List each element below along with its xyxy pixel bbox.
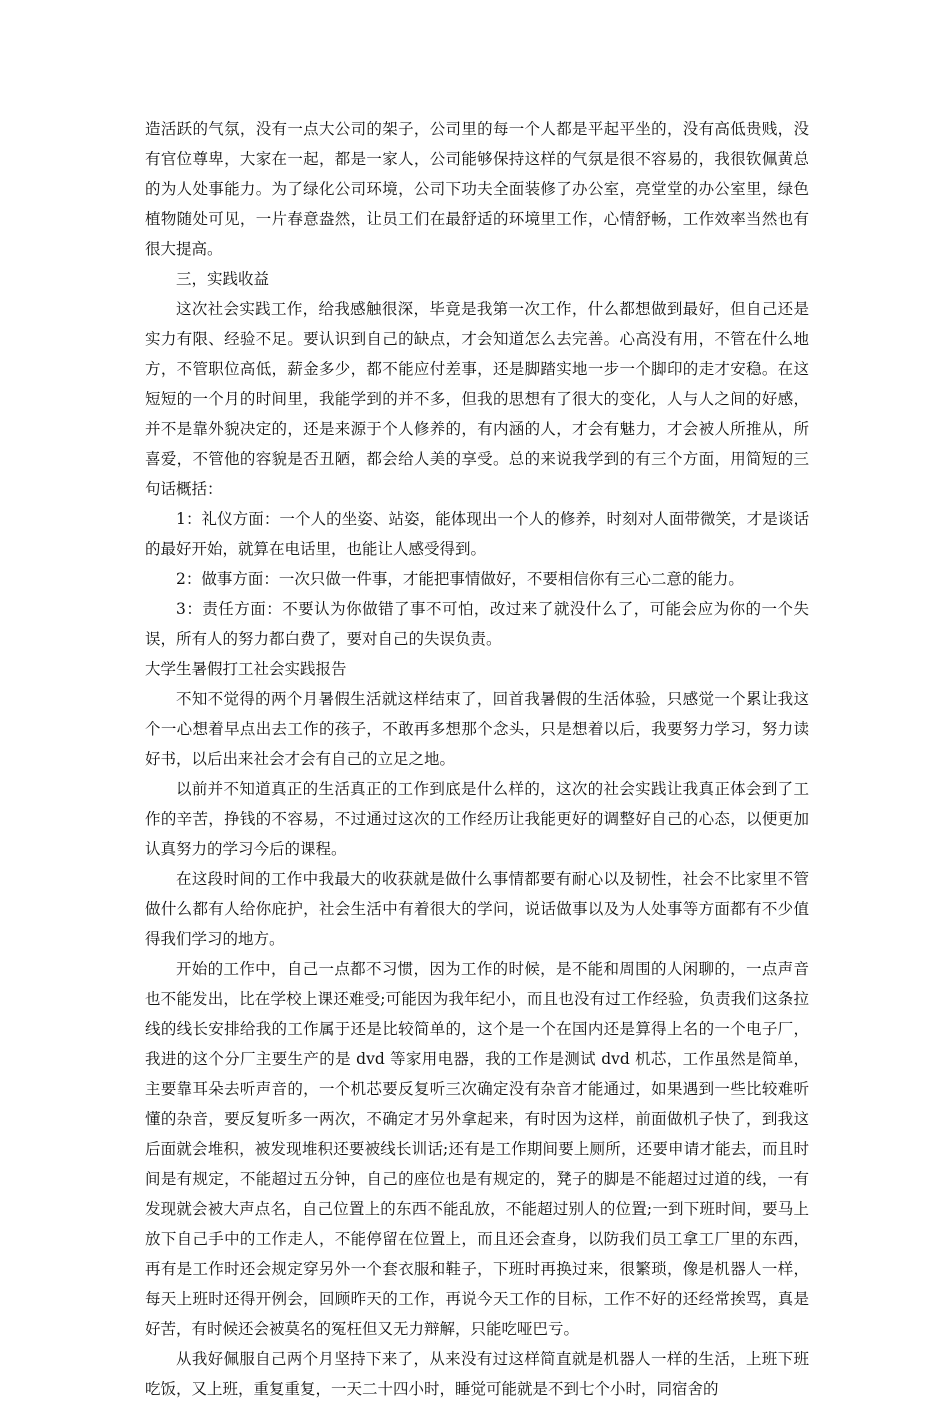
paragraph-real-work: 以前并不知道真正的生活真正的工作到底是什么样的，这次的社会实践让我真正体会到了工作的辛苦，挣钱的不容易，不过通过这次的工作经历让我能更好的调整好自己的心态，以便更加认真努力的学习今后的课程。 (145, 780, 809, 858)
paragraph-summer-summary: 不知不觉得的两个月暑假生活就这样结束了，回首我暑假的生活体验，只感觉一个累让我这个一心想着早点出去工作的孩子，不敢再多想那个念头，只是想着以后，我要努力学习，努力读好书，以后出来社会才会有自己的立足之地。 (145, 690, 809, 768)
paragraph-practice-gains: 这次社会实践工作，给我感触很深，毕竟是我第一次工作，什么都想做到最好，但自己还是实力有限、经验不足。要认识到自己的缺点，才会知道怎么去完善。心高没有用，不管在什么地方，不管职位高低，薪金多少，都不能应付差事，还是脚踏实地一步一个脚印的走才安稳。在这短短的一个月的时间里，我能学到的并不多，但我的思想有了很大的变化，人与人之间的好感，并不是靠外貌决定的，还是来源于个人修养的，有内涵的人，才会有魅力，才会被人所推从，所喜爱，不管他的容貌是否丑陋，都会给人美的享受。总的来说我学到的有三个方面，用简短的三句话概括： (145, 300, 809, 498)
paragraph-working: 2：做事方面：一次只做一件事，才能把事情做好，不要相信你有三心二意的能力。 (176, 570, 744, 588)
paragraph-persistence: 从我好佩服自己两个月坚持下来了，从来没有过这样简直就是机器人一样的生活，上班下班吃饭，又上班，重复重复，一天二十四小时，睡觉可能就是不到七个小时，同宿舍的 (145, 1350, 809, 1398)
paragraph-patience: 在这段时间的工作中我最大的收获就是做什么事情都要有耐心以及韧性，社会不比家里不管做什么都有人给你庇护，社会生活中有着很大的学问，说话做事以及为人处事等方面都有不少值得我们学习的地方。 (145, 870, 809, 948)
paragraph-factory-work: 开始的工作中，自己一点都不习惯，因为工作的时候，是不能和周围的人闲聊的，一点声音也不能发出，比在学校上课还难受;可能因为我年纪小，而且也没有过工作经验，负责我们这条拉线的线长安排给我的工作属于还是比较简单的，这个是一个在国内还是算得上名的一个电子厂，我进的这个分厂主要生产的是 dvd 等家用电器，我的工作是测试 dvd 机芯，工作虽然是简单，主要靠耳朵去听声音的，一个机芯要反复听三次确定没有杂音才能通过，如果遇到一些比较难听懂的杂音，要反复听多一两次，不确定才另外拿起来，有时因为这样，前面做机子快了，到我这后面就会堆积，被发现堆积还要被线长训话;还有是工作期间要上厕所，还要申请才能去，而且时间是有规定，不能超过五分钟，自己的座位也是有规定的，凳子的脚是不能超过过道的线，一有发现就会被大声点名，自己位置上的东西不能乱放，不能超过别人的位置;一到下班时间，要马上放下自己手中的工作走人，不能停留在位置上，而且还会查身，以防我们员工拿工厂里的东西，再有是工作时还会规定穿另外一个套衣服和鞋子，下班时再换过来，很繁琐，像是机器人一样，每天上班时还得开例会，回顾昨天的工作，再说今天工作的目标，工作不好的还经常挨骂，真是好苦，有时候还会被莫名的冤枉但又无力辩解，只能吃哑巴亏。 (145, 960, 809, 1338)
paragraph-responsibility: 3：责任方面：不要认为你做错了事不可怕，改过来了就没什么了，可能会应为你的一个失误，所有人的努力都白费了，要对自己的失误负责。 (145, 600, 809, 648)
section-heading-practice-gains: 三，实践收益 (176, 270, 270, 288)
document-page (145, 114, 809, 1404)
paragraph-etiquette: 1：礼仪方面：一个人的坐姿、站姿，能体现出一个人的修养，时刻对人面带微笑，才是谈话的最好开始，就算在电话里，也能让人感受得到。 (145, 510, 809, 558)
paragraph-company-atmosphere: 造活跃的气氛，没有一点大公司的架子，公司里的每一个人都是平起平坐的，没有高低贵贱，没有官位尊卑，大家在一起，都是一家人，公司能够保持这样的气氛是很不容易的，我很钦佩黄总的为人处事能力。为了绿化公司环境，公司下功夫全面装修了办公室，亮堂堂的办公室里，绿色植物随处可见，一片春意盎然，让员工们在最舒适的环境里工作，心情舒畅，工作效率当然也有很大提高。 (145, 120, 809, 258)
report-title: 大学生暑假打工社会实践报告 (145, 660, 347, 678)
